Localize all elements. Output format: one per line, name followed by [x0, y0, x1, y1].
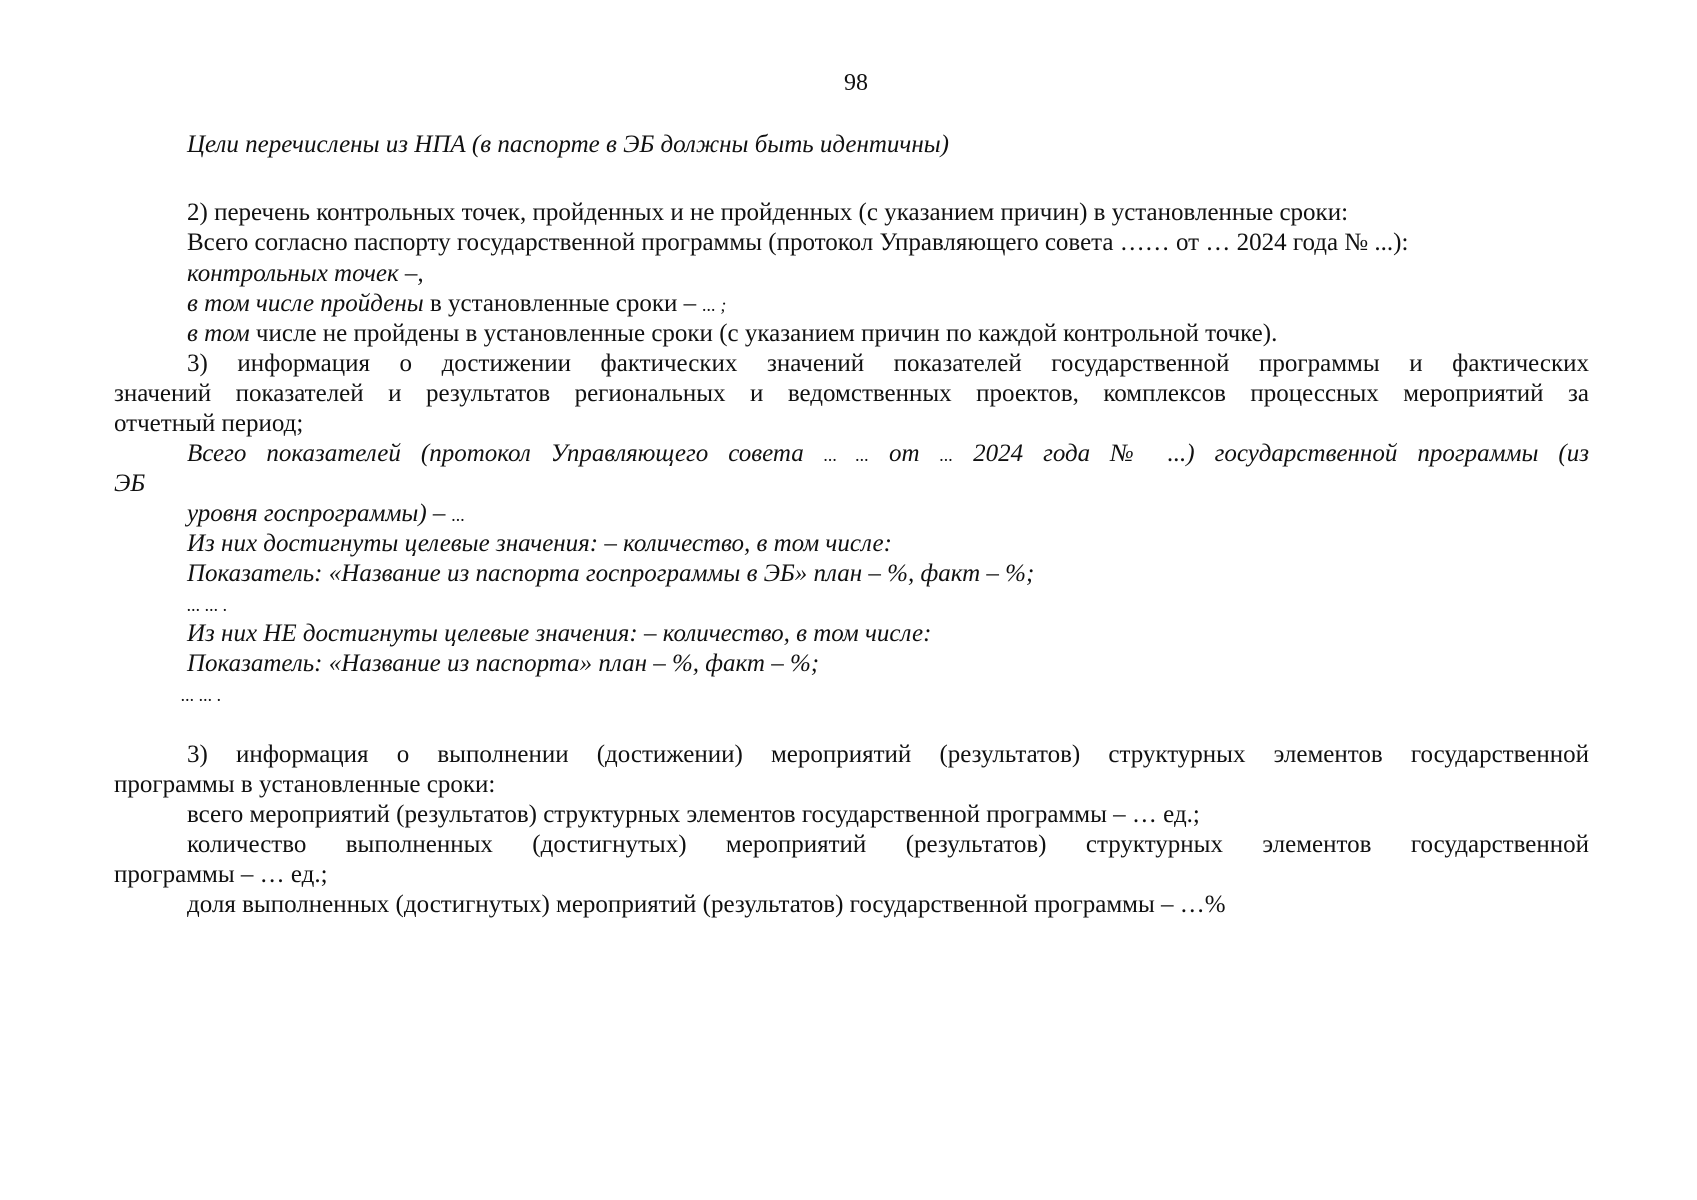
achieved-ellipsis: ... ... . — [187, 595, 228, 615]
indicators-heading-line3: отчетный период; — [114, 410, 304, 437]
not-achieved-heading: Из них НЕ достигнуты целевые значения: – количество, в том числе: — [187, 620, 932, 647]
indicators-total-line1: Всего показателей (протокол Управляющего совета ... ... от ... 2024 года № ...) государственной программы (из — [187, 440, 1590, 467]
indicators-total-line3: уровня госпрограммы) – ... — [187, 500, 466, 527]
activities-heading-line2: программы в установленные сроки: — [114, 771, 496, 798]
activities-completed-line2: программы – … ед.; — [114, 861, 328, 888]
activities-heading-line1: 3) информация о выполнении (достижении) мероприятий (результатов) структурных элементов государственной — [187, 741, 1589, 768]
control-points-heading: 2) перечень контрольных точек, пройденных и не пройденных (с указанием причин) в установленные сроки: — [187, 199, 1349, 226]
control-points-not-passed: в том числе не пройдены в установленные сроки (с указанием причин по каждой контрольной точке). — [187, 320, 1278, 347]
control-points-passed: в том числе пройдены в установленные сроки – ... ; — [187, 290, 727, 317]
not-achieved-ellipsis: ... ... . — [181, 685, 222, 705]
goals-note: Цели перечислены из НПА (в паспорте в ЭБ должны быть идентичны) — [187, 131, 949, 158]
achieved-indicator: Показатель: «Название из паспорта госпрограммы в ЭБ» план – %, факт – %; — [187, 560, 1035, 587]
activities-total: всего мероприятий (результатов) структурных элементов государственной программы – … ед.; — [187, 801, 1200, 828]
not-achieved-indicator: Показатель: «Название из паспорта» план – %, факт – %; — [187, 650, 820, 677]
control-points-count: контрольных точек –, — [187, 260, 424, 287]
page-number: 98 — [844, 70, 868, 96]
indicators-total-line2: ЭБ — [114, 470, 146, 497]
activities-completed-line1: количество выполненных (достигнутых) мероприятий (результатов) структурных элементов государственной — [187, 831, 1589, 858]
achieved-heading: Из них достигнуты целевые значения: – количество, в том числе: — [187, 530, 892, 557]
control-points-total: Всего согласно паспорту государственной программы (протокол Управляющего совета …… от … 2024 года № ...): — [187, 229, 1409, 256]
indicators-heading-line1: 3) информация о достижении фактических значений показателей государственной программы и фактических — [187, 350, 1589, 377]
indicators-heading-line2: значений показателей и результатов региональных и ведомственных проектов, комплексов процессных мероприятий за — [114, 380, 1589, 407]
activities-share: доля выполненных (достигнутых) мероприятий (результатов) государственной программы – …% — [187, 891, 1226, 918]
